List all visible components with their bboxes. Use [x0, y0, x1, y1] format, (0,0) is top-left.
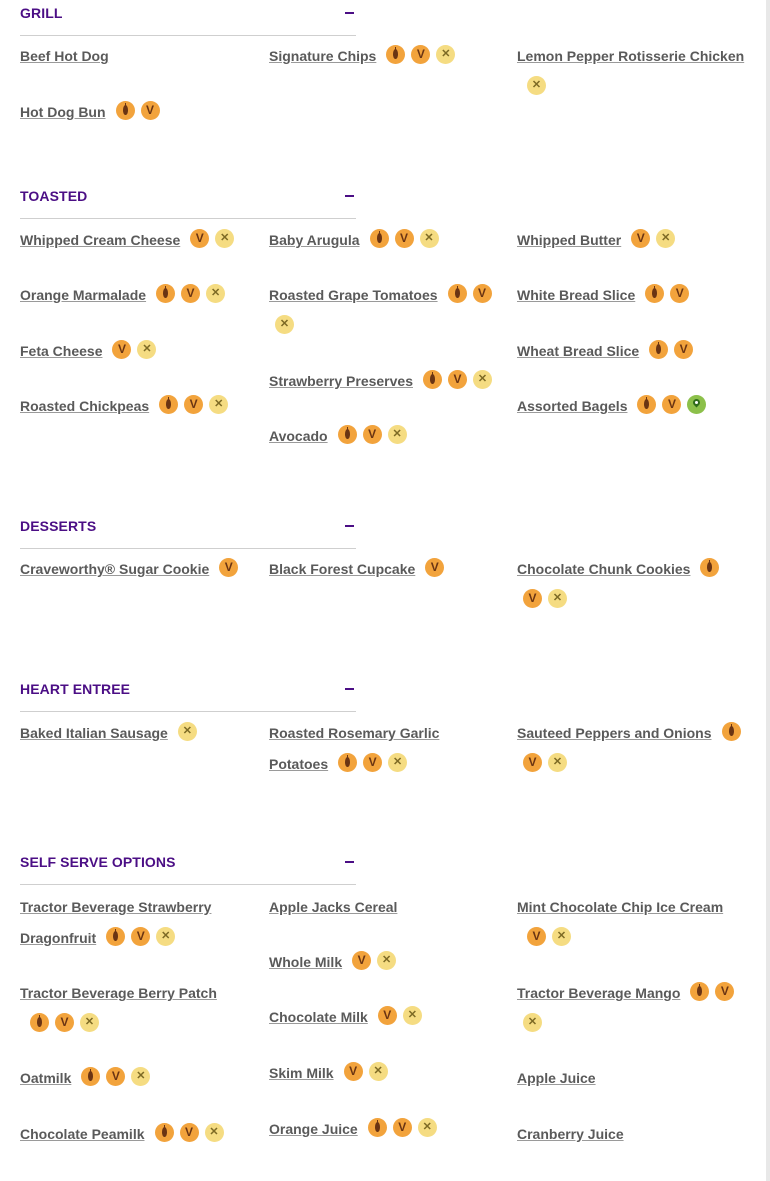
menu-item-name[interactable]: Oatmilk: [20, 1070, 72, 1086]
menu-item: [20, 391, 260, 422]
menu-item-name[interactable]: Baked Italian Sausage: [20, 725, 168, 741]
vegetarian-icon[interactable]: [184, 395, 203, 414]
section-title: GRILL: [20, 5, 63, 21]
menu-item: [517, 1119, 757, 1150]
vegetarian-icon[interactable]: [190, 229, 209, 248]
menu-item: [517, 336, 757, 367]
section-header[interactable]: [20, 0, 356, 36]
no-gluten-icon[interactable]: [215, 229, 234, 248]
section-header[interactable]: [20, 676, 356, 712]
section-header[interactable]: [20, 513, 356, 549]
menu-item-name[interactable]: Tractor Beverage Mango: [517, 985, 681, 1001]
menu-item-name[interactable]: Lemon Pepper Rotisserie Chicken: [517, 48, 745, 64]
section-header[interactable]: [20, 183, 356, 219]
no-gluten-icon[interactable]: [388, 753, 407, 772]
no-gluten-icon[interactable]: [275, 315, 294, 334]
seafood-icon[interactable]: [116, 101, 135, 120]
menu-item: [269, 947, 509, 978]
menu-item-name[interactable]: Black Forest Cupcake: [269, 561, 416, 577]
menu-item: [20, 1063, 260, 1094]
no-gluten-icon[interactable]: [137, 340, 156, 359]
seafood-icon[interactable]: [370, 229, 389, 248]
menu-item-name[interactable]: Assorted Bagels: [517, 398, 628, 414]
no-gluten-icon[interactable]: [436, 45, 455, 64]
section-title: SELF SERVE OPTIONS: [20, 854, 176, 870]
vegetarian-icon[interactable]: [181, 284, 200, 303]
menu-item: [20, 892, 245, 954]
no-gluten-icon[interactable]: [527, 76, 546, 95]
collapse-icon[interactable]: [345, 12, 354, 14]
vegetarian-icon[interactable]: [448, 370, 467, 389]
menu-item: [269, 1002, 509, 1033]
seafood-icon[interactable]: [156, 284, 175, 303]
vegetarian-icon[interactable]: [662, 395, 681, 414]
menu-item-name[interactable]: Beef Hot Dog: [20, 48, 109, 64]
no-gluten-icon[interactable]: [377, 951, 396, 970]
no-gluten-icon[interactable]: [656, 229, 675, 248]
menu-item-name[interactable]: Skim Milk: [269, 1065, 334, 1081]
seafood-icon[interactable]: [645, 284, 664, 303]
vegetarian-icon[interactable]: [344, 1062, 363, 1081]
menu-item: [517, 391, 757, 422]
vegetarian-icon[interactable]: [219, 558, 238, 577]
vegetarian-icon[interactable]: [106, 1067, 125, 1086]
no-gluten-icon[interactable]: [388, 425, 407, 444]
menu-item-name[interactable]: Sauteed Peppers and Onions: [517, 725, 712, 741]
no-gluten-icon[interactable]: [420, 229, 439, 248]
scrollbar[interactable]: [766, 0, 770, 1181]
menu-item-name[interactable]: Chocolate Chunk Cookies: [517, 561, 691, 577]
menu-item: [269, 892, 509, 923]
menu-item: [517, 1063, 757, 1094]
section-title: TOASTED: [20, 188, 88, 204]
no-gluten-icon[interactable]: [369, 1062, 388, 1081]
vegetarian-icon[interactable]: [527, 927, 546, 946]
vegetarian-icon[interactable]: [670, 284, 689, 303]
menu-item-name[interactable]: White Bread Slice: [517, 287, 636, 303]
section-header[interactable]: [20, 849, 356, 885]
no-gluten-icon[interactable]: [418, 1118, 437, 1137]
menu-item: [269, 280, 499, 342]
no-gluten-icon[interactable]: [523, 1013, 542, 1032]
seafood-icon[interactable]: [386, 45, 405, 64]
vegetarian-icon[interactable]: [363, 753, 382, 772]
no-gluten-icon[interactable]: [403, 1006, 422, 1025]
menu-item: [517, 280, 757, 311]
menu-item: [269, 366, 509, 397]
menu-item: [517, 718, 742, 780]
menu-item-name[interactable]: Strawberry Preserves: [269, 373, 413, 389]
vegetarian-icon[interactable]: [411, 45, 430, 64]
vegetarian-icon[interactable]: [674, 340, 693, 359]
menu-item: [517, 892, 747, 954]
vegetarian-icon[interactable]: [363, 425, 382, 444]
vegetarian-icon[interactable]: [523, 753, 542, 772]
vegetarian-icon[interactable]: [352, 951, 371, 970]
menu-item-name[interactable]: Whipped Cream Cheese: [20, 232, 181, 248]
seafood-icon[interactable]: [155, 1123, 174, 1142]
menu-item: [517, 978, 737, 1040]
menu-item: [517, 41, 757, 103]
menu-item-name[interactable]: Whipped Butter: [517, 232, 622, 248]
seafood-icon[interactable]: [649, 340, 668, 359]
menu-item-name[interactable]: Apple Jacks Cereal: [269, 899, 398, 915]
no-gluten-icon[interactable]: [206, 284, 225, 303]
menu-item: [20, 280, 260, 311]
seafood-icon[interactable]: [159, 395, 178, 414]
vegetarian-icon[interactable]: [378, 1006, 397, 1025]
vegetarian-icon[interactable]: [131, 927, 150, 946]
vegetarian-icon[interactable]: [180, 1123, 199, 1142]
menu-item-name[interactable]: Hot Dog Bun: [20, 104, 106, 120]
seafood-icon[interactable]: [690, 982, 709, 1001]
menu-item: [20, 554, 260, 585]
vegetarian-icon[interactable]: [473, 284, 492, 303]
menu-item: [20, 1119, 260, 1150]
no-gluten-icon[interactable]: [156, 927, 175, 946]
menu-item: [20, 225, 260, 256]
menu-item: [20, 718, 260, 749]
menu-item: [269, 1114, 509, 1145]
menu-item-name[interactable]: Avocado: [269, 428, 328, 444]
vegetarian-icon[interactable]: [395, 229, 414, 248]
menu-item: [20, 41, 260, 72]
menu-item: [269, 41, 509, 72]
vegetarian-icon[interactable]: [55, 1013, 74, 1032]
menu-item-name[interactable]: Mint Chocolate Chip Ice Cream: [517, 899, 724, 915]
menu-item: [20, 978, 245, 1040]
menu-item: [269, 718, 499, 780]
seafood-icon[interactable]: [368, 1118, 387, 1137]
no-gluten-icon[interactable]: [548, 589, 567, 608]
vegetarian-icon[interactable]: [112, 340, 131, 359]
seafood-icon[interactable]: [448, 284, 467, 303]
menu-item: [269, 554, 509, 585]
no-gluten-icon[interactable]: [205, 1123, 224, 1142]
collapse-icon[interactable]: [345, 195, 354, 197]
seafood-icon[interactable]: [30, 1013, 49, 1032]
menu-item-name[interactable]: Wheat Bread Slice: [517, 343, 640, 359]
menu-item-name[interactable]: Apple Juice: [517, 1070, 596, 1086]
menu-item-name[interactable]: Tractor Beverage Strawberry Dragonfruit: [20, 899, 212, 946]
no-gluten-icon[interactable]: [209, 395, 228, 414]
no-gluten-icon[interactable]: [548, 753, 567, 772]
seafood-icon[interactable]: [722, 722, 741, 741]
menu-item: [20, 97, 260, 128]
no-gluten-icon[interactable]: [473, 370, 492, 389]
no-gluten-icon[interactable]: [178, 722, 197, 741]
menu-item-name[interactable]: Signature Chips: [269, 48, 377, 64]
vegetarian-icon[interactable]: [631, 229, 650, 248]
seafood-icon[interactable]: [700, 558, 719, 577]
menu-item: [517, 554, 737, 616]
vegetarian-icon[interactable]: [425, 558, 444, 577]
menu-item-name[interactable]: Chocolate Milk: [269, 1009, 368, 1025]
collapse-icon[interactable]: [345, 525, 354, 527]
menu-item-name[interactable]: Baby Arugula: [269, 232, 360, 248]
menu-item-name[interactable]: Roasted Grape Tomatoes: [269, 287, 438, 303]
section-title: HEART ENTREE: [20, 681, 131, 697]
collapse-icon[interactable]: [345, 861, 354, 863]
no-gluten-icon[interactable]: [552, 927, 571, 946]
collapse-icon[interactable]: [345, 688, 354, 690]
seafood-icon[interactable]: [338, 425, 357, 444]
local-icon[interactable]: [687, 395, 706, 414]
menu-item-name[interactable]: Craveworthy® Sugar Cookie: [20, 561, 210, 577]
menu-item: [517, 225, 757, 256]
menu-item: [20, 336, 260, 367]
menu-item-name[interactable]: Orange Juice: [269, 1121, 358, 1137]
vegetarian-icon[interactable]: [715, 982, 734, 1001]
menu-item-name[interactable]: Roasted Chickpeas: [20, 398, 150, 414]
menu-item-name[interactable]: Roasted Rosemary Garlic Potatoes: [269, 725, 440, 772]
section-title: DESSERTS: [20, 518, 97, 534]
seafood-icon[interactable]: [81, 1067, 100, 1086]
menu-item: [269, 1058, 509, 1089]
vegetarian-icon[interactable]: [141, 101, 160, 120]
menu-item-name[interactable]: Feta Cheese: [20, 343, 103, 359]
menu-item-name[interactable]: Cranberry Juice: [517, 1126, 624, 1142]
menu-item-name[interactable]: Whole Milk: [269, 954, 343, 970]
vegetarian-icon[interactable]: [523, 589, 542, 608]
seafood-icon[interactable]: [338, 753, 357, 772]
seafood-icon[interactable]: [106, 927, 125, 946]
seafood-icon[interactable]: [637, 395, 656, 414]
menu-item-name[interactable]: Tractor Beverage Berry Patch: [20, 985, 217, 1001]
vegetarian-icon[interactable]: [393, 1118, 412, 1137]
seafood-icon[interactable]: [423, 370, 442, 389]
menu-item: [269, 225, 509, 256]
no-gluten-icon[interactable]: [80, 1013, 99, 1032]
menu-item-name[interactable]: Orange Marmalade: [20, 287, 147, 303]
menu-item: [269, 421, 509, 452]
no-gluten-icon[interactable]: [131, 1067, 150, 1086]
menu-item-name[interactable]: Chocolate Peamilk: [20, 1126, 145, 1142]
